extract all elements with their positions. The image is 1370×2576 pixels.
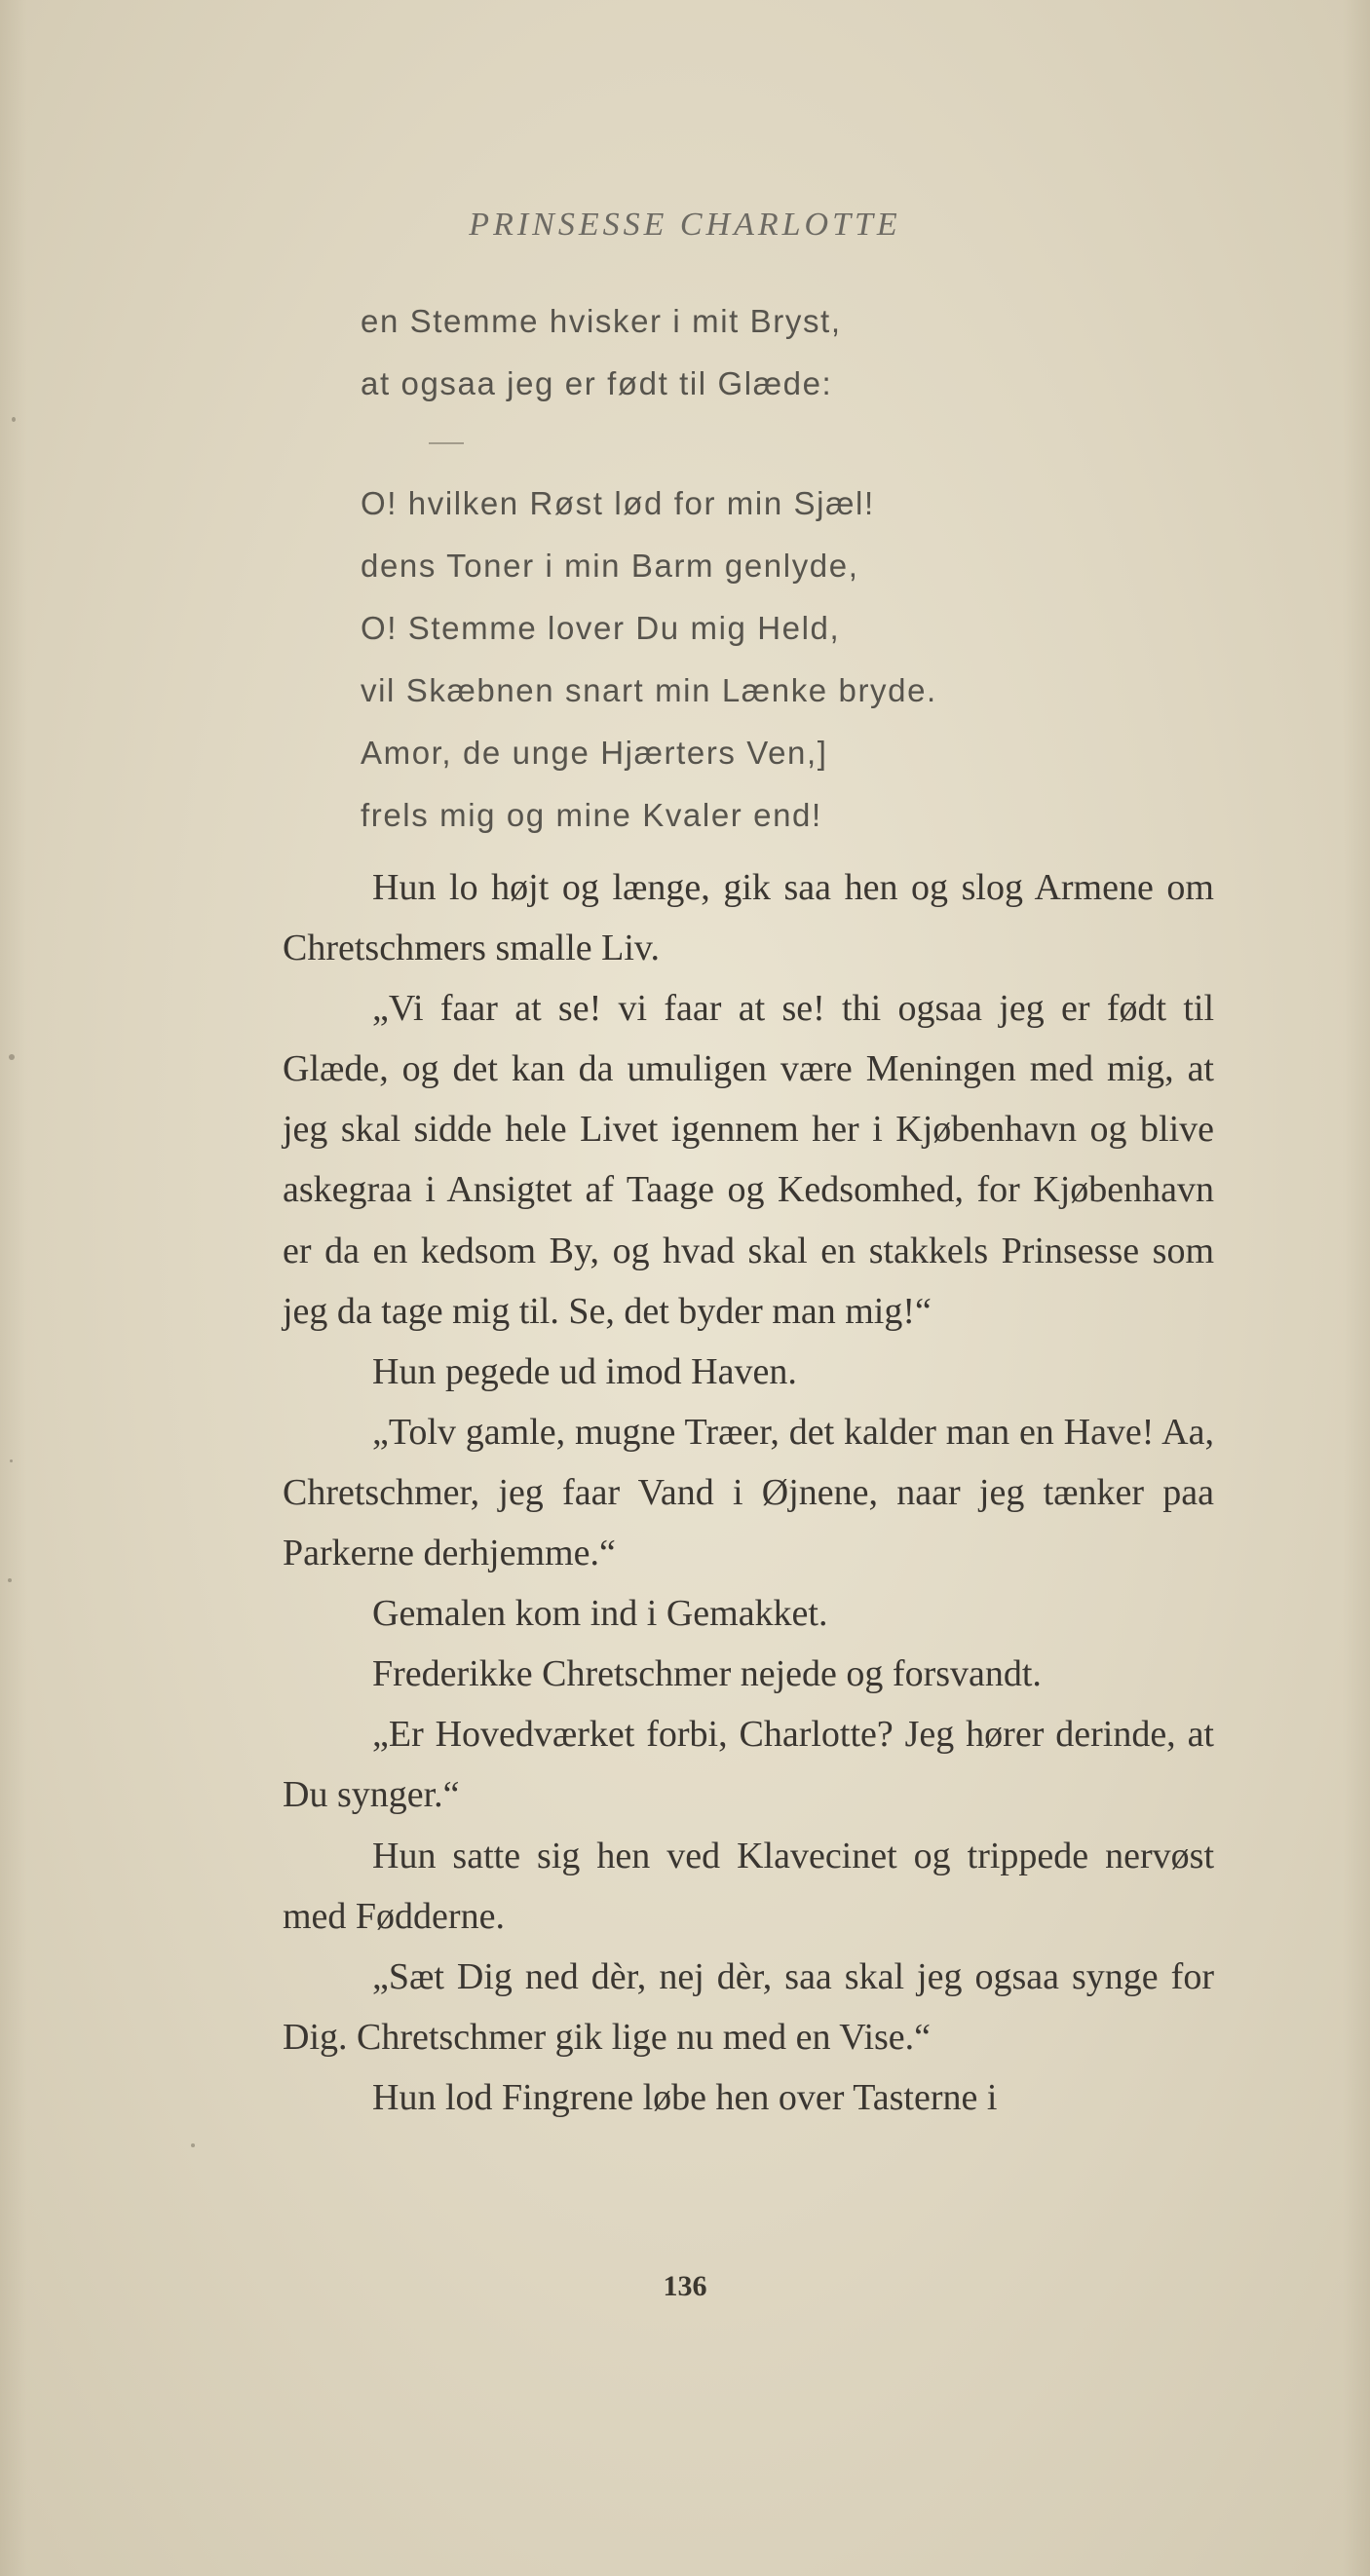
stanza-divider bbox=[429, 442, 464, 444]
paragraph: Frederikke Chretschmer nejede og forsvandt. bbox=[372, 1653, 1042, 1695]
verse-line: O! Stemme lover Du mig Held, bbox=[361, 610, 841, 646]
prose-body bbox=[283, 857, 1214, 2128]
paper-speck bbox=[191, 2143, 195, 2147]
paper-speck bbox=[10, 1459, 13, 1462]
paragraph: Hun satte sig hen ved Klavecinet og trippede nervøst med Fødderne. bbox=[283, 1835, 1214, 1937]
verse-line: Amor, de unge Hjærters Ven,] bbox=[361, 735, 828, 771]
paper-speck bbox=[9, 1054, 15, 1060]
page-number: 136 bbox=[663, 2270, 707, 2302]
verse-line: dens Toner i min Barm genlyde, bbox=[361, 548, 859, 584]
paragraph: „Tolv gamle, mugne Træer, det kalder man en Have! Aa, Chretschmer, jeg faar Vand i Øjnene, naar jeg tænker paa Parkerne derhjemme.“ bbox=[283, 1411, 1214, 1574]
paragraph: „Er Hovedværket forbi, Charlotte? Jeg hører derinde, at Du synger.“ bbox=[283, 1714, 1214, 1816]
paragraph: Gemalen kom ind i Gemakket. bbox=[372, 1593, 828, 1635]
paper-speck bbox=[8, 1578, 12, 1582]
paragraph: Hun pegede ud imod Haven. bbox=[372, 1350, 797, 1392]
running-header: PRINSESSE CHARLOTTE bbox=[469, 207, 901, 243]
paragraph: „Sæt Dig ned dèr, nej dèr, saa skal jeg ogsaa synge for Dig. Chretschmer gik lige nu med en Vise.“ bbox=[283, 1955, 1214, 2058]
paragraph: Hun lo højt og længe, gik saa hen og slog Armene om Chretschmers smalle Liv. bbox=[283, 867, 1214, 969]
paragraph: „Vi faar at se! vi faar at se! thi ogsaa jeg er født til Glæde, og det kan da umuligen være Meningen med mig, at jeg skal sidde hele Livet igennem her i Kjøbenhavn og blive askegraa i Ansigtet af Taage og Kedsomhed, for Kjøbenhavn er da en kedsom By, og hvad skal en stakkels Prinsesse som jeg da tage mig til. Se, det byder man mig!“ bbox=[283, 988, 1214, 1332]
paragraph: Hun lod Fingrene løbe hen over Tasterne i bbox=[372, 2076, 998, 2118]
verse-line: en Stemme hvisker i mit Bryst, bbox=[361, 303, 842, 339]
verse-line: frels mig og mine Kvaler end! bbox=[361, 797, 822, 833]
verse-line: at ogsaa jeg er født til Glæde: bbox=[361, 365, 833, 401]
verse-line: O! hvilken Røst lød for min Sjæl! bbox=[361, 485, 875, 521]
verse-line: vil Skæbnen snart min Lænke bryde. bbox=[361, 672, 937, 708]
paper-speck bbox=[12, 417, 16, 422]
